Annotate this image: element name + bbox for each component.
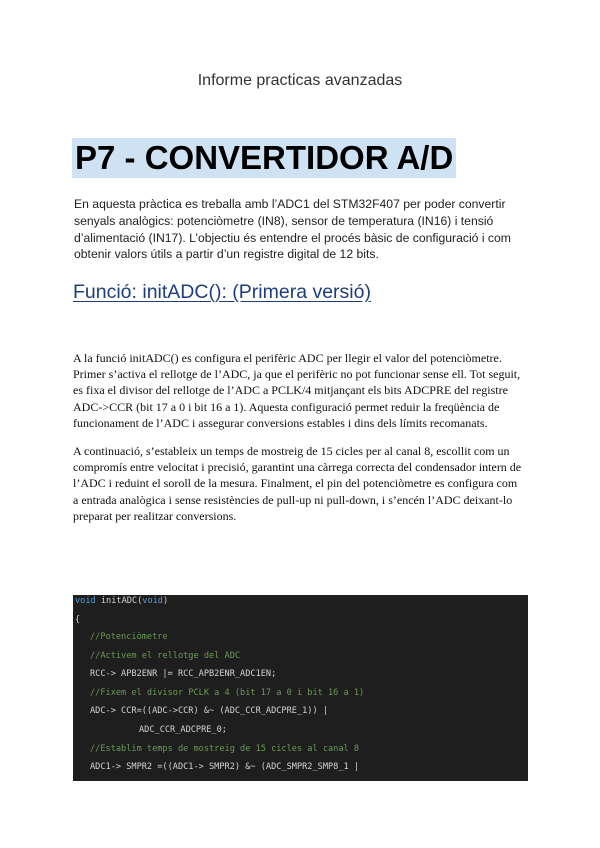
code-function-name: initADC(: [95, 596, 143, 606]
paragraph-line: a entrada analògica i sense resistències de pull-up ni pull-down, i s’encén l’ADC deixant-lo: [73, 492, 513, 507]
code-paren: ): [162, 596, 169, 606]
paragraph-line: es fixa el divisor del rellotge de l’ADC a PCLK/4 mitjançant els bits ADCPRE del registre: [73, 383, 508, 398]
code-line: ADC-> CCR=((ADC->CCR) &~ (ADC_CCR_ADCPRE_1)) |: [90, 706, 328, 716]
code-comment: //Activem el rellotge del ADC: [90, 651, 241, 661]
code-line-signature: [75, 596, 168, 606]
page-title: P7 - CONVERTIDOR A/D: [72, 138, 456, 178]
code-line: RCC-> APB2ENR |= RCC_APB2ENR_ADC1EN;: [90, 669, 277, 679]
intro-line: senyals analògics: potenciòmetre (IN8), sensor de temperatura (IN16) i tensió: [74, 213, 494, 228]
paragraph-line: Primer s’activa el rellotge de l’ADC, ja que el perifèric no pot funcionar sense ell. Tot seguit,: [73, 367, 521, 382]
section-heading: Funció: initADC(): (Primera versió): [73, 281, 371, 303]
code-line: ADC1-> SMPR2 =((ADC1-> SMPR2) &~ (ADC_SMPR2_SMP8_1 |: [90, 762, 360, 772]
intro-line: En aquesta pràctica es treballa amb l’ADC1 del STM32F407 per poder convertir: [74, 197, 506, 211]
document-header: Informe practicas avanzadas: [197, 72, 403, 89]
paragraph-line: funcionament de l’ADC i assegurar conversions estables i dins dels límits recomanats.: [73, 415, 488, 430]
paragraph-line: compromís entre velocitat i precisió, garantint una càrrega correcta del condensador intern de: [73, 460, 522, 475]
body-paragraph-2: [73, 443, 543, 524]
code-line-brace: {: [75, 615, 81, 625]
code-line: ADC_CCR_ADCPRE_0;: [139, 725, 227, 735]
intro-line: d’alimentació (IN17). L’objectiu és entendre el procés bàsic de configuració i com: [74, 230, 511, 245]
code-keyword: void: [142, 596, 163, 606]
paragraph-line: A la funció initADC() es configura el perifèric ADC per llegir el valor del potenciòmetre.: [73, 351, 502, 365]
paragraph-line: A continuació, s’estableix un temps de mostreig de 15 cicles per al canal 8, escollit com un: [73, 444, 510, 458]
code-comment: //Establim temps de mostreig de 15 cicles al canal 8: [90, 744, 360, 754]
paragraph-line: l’ADC i reduint el soroll de la mesura. Finalment, el pin del potenciòmetre es configura com: [73, 476, 518, 491]
paragraph-line: preparat per realitzar conversions.: [73, 508, 237, 523]
code-keyword: void: [75, 596, 96, 606]
code-block: [73, 595, 528, 781]
body-paragraph-1: [73, 350, 543, 431]
intro-line: obtenir valors útils a partir d’un registre digital de 12 bits.: [74, 247, 379, 262]
intro-paragraph: [74, 196, 534, 263]
paragraph-line: ADC->CCR (bit 17 a 0 i bit 16 a 1). Aquesta configuració permet reduir la freqüència de: [73, 399, 500, 414]
code-comment: //Fixem el divisor PCLK a 4 (bit 17 a 0 i bit 16 a 1): [90, 688, 365, 698]
code-comment: //Potenciòmetre: [90, 632, 168, 642]
